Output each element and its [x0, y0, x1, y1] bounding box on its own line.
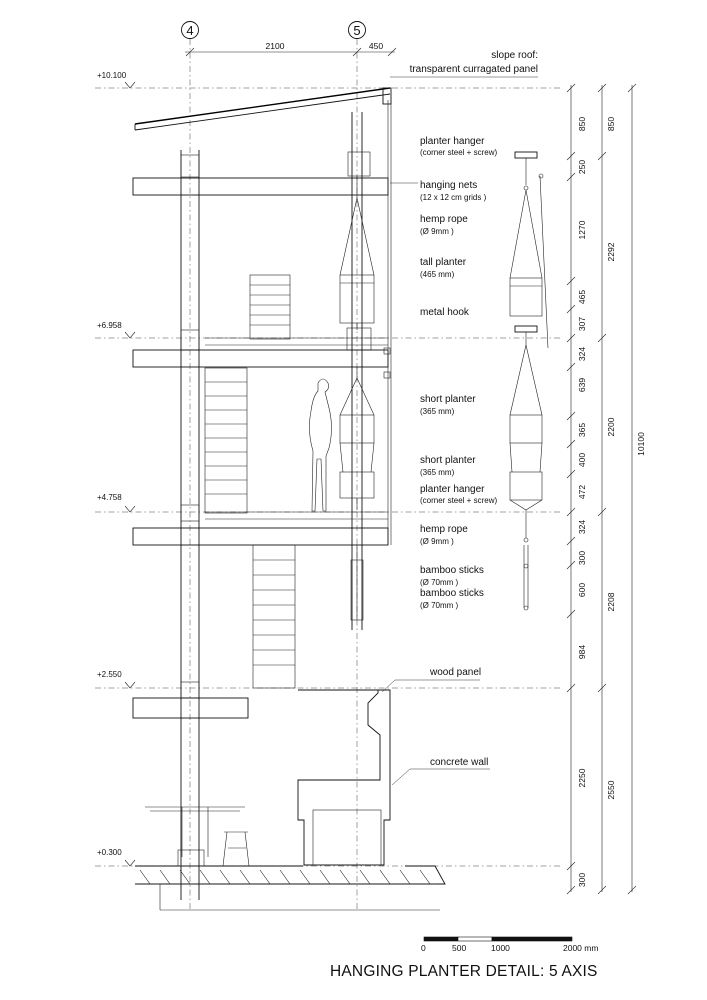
dim-detail-324b: 324	[577, 519, 587, 535]
dim-detail-465: 465	[577, 289, 587, 305]
level-markers	[95, 71, 560, 866]
label-slope-roof-sub: transparent curragated panel	[409, 64, 538, 75]
label-short-planter-1-sub: (365 mm)	[420, 407, 455, 416]
scale-bar	[421, 937, 598, 953]
dim-detail-300b: 300	[577, 872, 587, 888]
label-short-planter-2-sub: (365 mm)	[420, 468, 455, 477]
scale-tick-0: 0	[421, 943, 426, 953]
label-hanging-nets: hanging nets	[420, 180, 478, 191]
drawing-title: HANGING PLANTER DETAIL: 5 AXIS	[330, 963, 598, 980]
label-hemp-rope-1: hemp rope	[420, 214, 468, 225]
label-concrete-wall: concrete wall	[430, 757, 489, 768]
dim-detail-472: 472	[577, 484, 587, 500]
dim-total-10100: 10100	[636, 432, 646, 456]
detail-planters	[510, 152, 548, 610]
label-hanging-nets-sub: (12 x 12 cm grids )	[420, 193, 487, 202]
dim-detail-307: 307	[577, 316, 587, 332]
dimension-chains	[567, 84, 646, 894]
label-short-planter-1: short planter	[420, 394, 476, 405]
dim-detail-984: 984	[577, 644, 587, 660]
dim-detail-600: 600	[577, 582, 587, 598]
dim-detail-400: 400	[577, 452, 587, 468]
dim-detail-250: 250	[577, 159, 587, 175]
dim-detail-850: 850	[577, 116, 587, 132]
label-hemp-rope-1-sub: (Ø 9mm )	[420, 227, 454, 236]
label-bamboo-sticks-2: bamboo sticks	[420, 588, 484, 599]
label-metal-hook: metal hook	[420, 307, 469, 318]
dim-floor-2292: 2292	[606, 242, 616, 262]
level-2550: +2.550	[97, 670, 122, 679]
label-tall-planter: tall planter	[420, 257, 467, 268]
dim-top-2100: 2100	[265, 41, 285, 51]
scale-tick-2000: 2000 mm	[563, 943, 599, 953]
label-hemp-rope-2: hemp rope	[420, 524, 468, 535]
label-planter-hanger-2-sub: (corner steel + screw)	[420, 496, 498, 505]
axis-5-label: 5	[353, 23, 361, 38]
dim-detail-365: 365	[577, 422, 587, 438]
dim-detail-300a: 300	[577, 550, 587, 566]
label-bamboo-sticks-2-sub: (Ø 70mm )	[420, 601, 459, 610]
dim-floor-850: 850	[606, 116, 616, 132]
level-6958: +6.958	[97, 321, 122, 330]
dim-detail-639: 639	[577, 377, 587, 393]
label-planter-hanger-2: planter hanger	[420, 484, 485, 495]
dim-detail-324a: 324	[577, 346, 587, 362]
label-planter-hanger-1: planter hanger	[420, 136, 485, 147]
callout-labels	[382, 50, 538, 785]
dim-detail-1270: 1270	[577, 220, 587, 240]
label-tall-planter-sub: (465 mm)	[420, 270, 455, 279]
label-slope-roof: slope roof:	[491, 50, 538, 61]
label-bamboo-sticks-1: bamboo sticks	[420, 565, 484, 576]
dim-floor-2550: 2550	[606, 780, 616, 800]
scale-tick-1000: 1000	[491, 943, 510, 953]
label-short-planter-2: short planter	[420, 455, 476, 466]
level-0300: +0.300	[97, 848, 122, 857]
section-planters	[340, 176, 390, 620]
axis-4-label: 4	[186, 23, 194, 38]
scale-tick-500: 500	[452, 943, 467, 953]
label-bamboo-sticks-1-sub: (Ø 70mm )	[420, 578, 459, 587]
label-wood-panel: wood panel	[430, 667, 482, 678]
level-4758: +4.758	[97, 493, 122, 502]
dim-floor-2208: 2208	[606, 592, 616, 612]
dim-floor-2200: 2200	[606, 417, 616, 437]
dim-detail-2250: 2250	[577, 768, 587, 788]
label-hemp-rope-2-sub: (Ø 9mm )	[420, 537, 454, 546]
dim-top-450: 450	[368, 41, 384, 51]
level-10100: +10.100	[97, 71, 127, 80]
label-planter-hanger-1-sub: (corner steel + screw)	[420, 148, 498, 157]
building-section	[133, 88, 445, 910]
